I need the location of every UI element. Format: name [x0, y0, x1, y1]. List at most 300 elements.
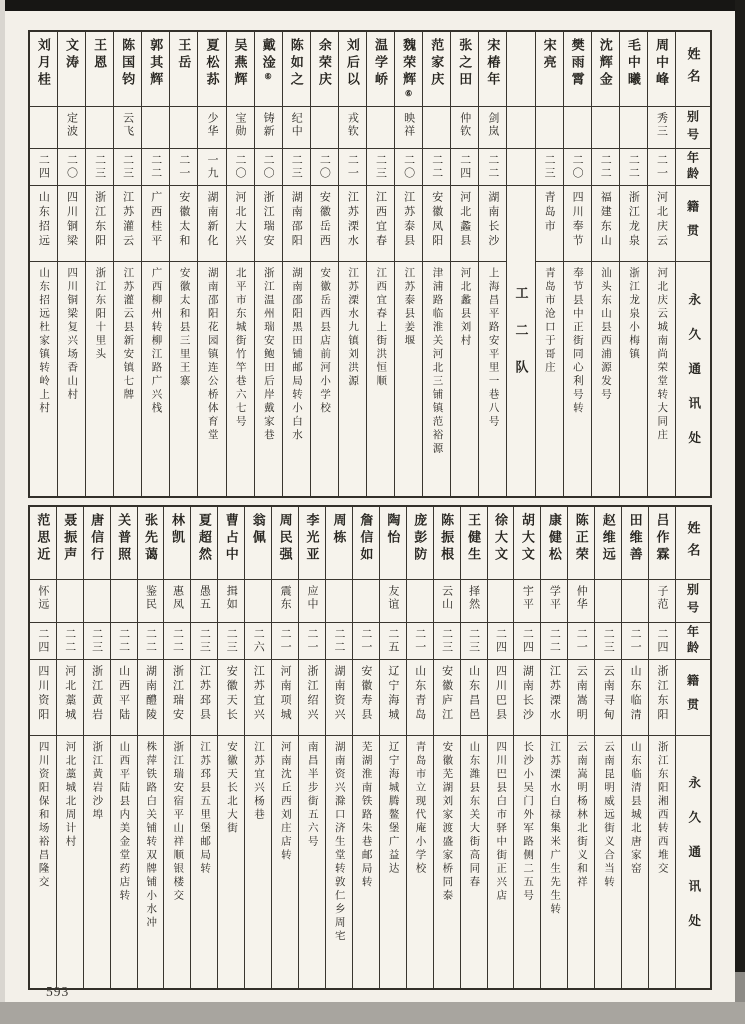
person-origin-cell: [488, 659, 514, 735]
person-address: 芜湖淮南铁路朱巷邮局转: [360, 741, 372, 890]
person-alias: 仲华: [575, 585, 588, 611]
person-age-cell: [255, 148, 282, 185]
person-address: 安徽岳西县店前河小学校: [319, 267, 331, 416]
person-name-cell: [514, 507, 540, 579]
section-column: [506, 32, 534, 496]
person-name: 庞彭防: [412, 513, 428, 564]
person-column: [226, 32, 254, 496]
person-column: [460, 507, 487, 988]
person-name-cell: [86, 32, 113, 106]
person-name: 文涛: [63, 38, 79, 72]
person-address-cell: [30, 261, 57, 496]
person-address: 山东招远杜家镇转岭上村: [38, 267, 50, 416]
person-address-cell: [57, 735, 83, 988]
person-address: 云南昆明威远街义合当转: [602, 741, 614, 890]
person-origin: 广西桂平: [149, 191, 162, 249]
person-origin-cell: [339, 185, 366, 261]
person-address-cell: [407, 735, 433, 988]
person-address: 河北蠡县刘村: [459, 267, 471, 348]
person-name: 毛中曦: [625, 38, 641, 89]
person-age: 二六: [252, 628, 265, 654]
person-origin-cell: [30, 659, 56, 735]
section-label-cell: [507, 185, 534, 496]
person-alias: 映祥: [402, 112, 415, 138]
person-column: [394, 32, 422, 496]
person-name-cell: [198, 32, 225, 106]
person-address-cell: [423, 261, 450, 496]
person-column: [137, 507, 164, 988]
person-alias-cell: [568, 579, 594, 622]
person-origin-cell: [423, 185, 450, 261]
person-origin-cell: [30, 185, 57, 261]
person-age: 二二: [627, 154, 640, 180]
person-address: 安徽太和县三里王寨: [178, 267, 190, 389]
person-name-cell: [622, 507, 648, 579]
person-column: [647, 32, 675, 496]
person-address: 上海昌平路安平里一巷八号: [487, 267, 499, 429]
person-origin-cell: [227, 185, 254, 261]
scan-edge-bottom: [0, 1002, 745, 1024]
person-name-cell: [395, 32, 422, 106]
person-alias-cell: [423, 106, 450, 148]
person-age-cell: [536, 148, 563, 185]
person-alias-cell: [395, 106, 422, 148]
directory-table-top: [28, 30, 712, 498]
person-origin-cell: [622, 659, 648, 735]
person-origin-cell: [395, 185, 422, 261]
person-name: 张之田: [457, 38, 473, 89]
person-age-cell: [380, 622, 406, 659]
person-origin: 四川巴县: [494, 665, 507, 723]
person-age: 二一: [306, 628, 319, 654]
person-address-cell: [649, 735, 675, 988]
person-name: 周民强: [277, 513, 293, 564]
person-address: 奉节县中正街同心利号转: [571, 267, 583, 416]
person-age-cell: [142, 148, 169, 185]
person-origin: 江苏溧水: [346, 191, 359, 249]
person-age: 二二: [144, 628, 157, 654]
person-alias: 戎钦: [346, 112, 359, 138]
person-origin-cell: [84, 659, 110, 735]
person-alias-cell: [218, 579, 244, 622]
person-name: 周栋: [331, 513, 347, 547]
scan-edge-left: [0, 0, 5, 1024]
person-address-cell: [648, 261, 675, 496]
person-origin-cell: [367, 185, 394, 261]
person-age-cell: [191, 622, 217, 659]
person-column: [540, 507, 567, 988]
person-address: 长沙小吴门外军路侧二五号: [522, 741, 534, 903]
person-origin-cell: [57, 659, 83, 735]
person-age: 二四: [458, 154, 471, 180]
person-address-cell: [164, 735, 190, 988]
person-name-cell: [164, 507, 190, 579]
header-origin-cell: [676, 659, 710, 735]
person-column: [379, 507, 406, 988]
person-alias: 纪中: [290, 112, 303, 138]
person-origin: 青岛市: [543, 191, 556, 235]
person-alias: 择然: [467, 585, 480, 611]
person-column: [244, 507, 271, 988]
person-name: 赵维远: [600, 513, 616, 564]
person-alias: 剑岚: [486, 112, 499, 138]
person-address: 河北藁城北周计村: [64, 741, 76, 849]
header-column: [675, 507, 710, 988]
person-age: 二三: [225, 628, 238, 654]
person-age-cell: [479, 148, 506, 185]
person-column: [57, 32, 85, 496]
person-age: 二〇: [234, 154, 247, 180]
person-name: 沈辉金: [597, 38, 613, 89]
person-alias: 惠凤: [171, 585, 184, 611]
person-age-cell: [170, 148, 197, 185]
person-origin-cell: [245, 659, 271, 735]
person-alias-cell: [255, 106, 282, 148]
person-age-cell: [488, 622, 514, 659]
person-alias-cell: [198, 106, 225, 148]
person-name-cell: [114, 32, 141, 106]
person-alias: 仲钦: [458, 112, 471, 138]
person-alias-cell: [138, 579, 164, 622]
header-origin-label: 籍贯: [685, 199, 700, 248]
person-name: 胡大文: [519, 513, 535, 564]
person-name-cell: [451, 32, 478, 106]
person-age-cell: [326, 622, 352, 659]
person-alias-cell: [57, 579, 83, 622]
person-column: [56, 507, 83, 988]
person-name-cell: [299, 507, 325, 579]
person-column: [85, 32, 113, 496]
person-name: 刘后以: [344, 38, 360, 89]
person-column: [197, 32, 225, 496]
person-name: 王岳: [176, 38, 192, 72]
person-alias: 子范: [656, 585, 669, 611]
person-origin-cell: [191, 659, 217, 735]
header-name-cell: [676, 507, 710, 579]
person-column: [352, 507, 379, 988]
person-origin: 江苏泰县: [402, 191, 415, 249]
person-address-cell: [30, 735, 56, 988]
person-address-cell: [191, 735, 217, 988]
person-address-cell: [299, 735, 325, 988]
person-age: 二二: [332, 628, 345, 654]
person-address: 安徽芜湖刘家渡盛家桥同泰: [441, 741, 453, 903]
person-address: 江苏宜兴杨巷: [252, 741, 264, 822]
person-address: 江苏溧水九镇刘洪源: [347, 267, 359, 389]
person-name: 刘月桂: [35, 38, 51, 89]
person-origin-cell: [138, 659, 164, 735]
person-age-cell: [30, 622, 56, 659]
person-address-cell: [592, 261, 619, 496]
person-name-cell: [255, 32, 282, 106]
person-origin: 江苏灌云: [121, 191, 134, 249]
person-column: [513, 507, 540, 988]
section-label: 工二队: [513, 285, 529, 397]
person-origin-cell: [111, 659, 137, 735]
person-column: [366, 32, 394, 496]
person-age-cell: [541, 622, 567, 659]
person-alias-cell: [649, 579, 675, 622]
person-origin: 湖南新化: [205, 191, 218, 249]
person-alias: 云山: [440, 585, 453, 611]
person-age: 二三: [93, 154, 106, 180]
person-column: [591, 32, 619, 496]
person-age: 二一: [655, 154, 668, 180]
person-age: 二一: [413, 628, 426, 654]
person-origin-cell: [198, 185, 225, 261]
person-address-cell: [380, 735, 406, 988]
person-age: 二一: [629, 628, 642, 654]
person-address: 北平市东城街竹竿巷六七号: [234, 267, 246, 429]
person-address-cell: [198, 261, 225, 496]
person-origin: 湖南资兴: [332, 665, 345, 723]
person-address-cell: [58, 261, 85, 496]
person-age: 二〇: [402, 154, 415, 180]
person-origin: 安徽寿县: [359, 665, 372, 723]
person-name-cell: [30, 32, 57, 106]
person-origin: 江苏宜兴: [252, 665, 265, 723]
person-alias-cell: [434, 579, 460, 622]
person-alias-cell: [595, 579, 621, 622]
person-alias-cell: [191, 579, 217, 622]
person-age-cell: [339, 148, 366, 185]
header-address-cell: [676, 261, 710, 496]
person-age-cell: [353, 622, 379, 659]
person-alias-cell: [272, 579, 298, 622]
person-name-cell: [649, 507, 675, 579]
person-alias-cell: [479, 106, 506, 148]
person-origin-cell: [326, 659, 352, 735]
header-column: [675, 32, 710, 496]
person-column: [619, 32, 647, 496]
person-origin: 河南项城: [279, 665, 292, 723]
person-address-cell: [111, 735, 137, 988]
person-address-cell: [595, 735, 621, 988]
person-age: 二三: [543, 154, 556, 180]
person-name: 余荣庆: [316, 38, 332, 89]
person-address-cell: [434, 735, 460, 988]
person-alias: 云飞: [121, 112, 134, 138]
person-age-cell: [620, 148, 647, 185]
person-age-cell: [164, 622, 190, 659]
person-age-cell: [395, 148, 422, 185]
person-origin: 山东昌邑: [467, 665, 480, 723]
person-origin-cell: [564, 185, 591, 261]
person-name: 王恩: [92, 38, 108, 72]
person-name-cell: [170, 32, 197, 106]
person-column: [110, 507, 137, 988]
person-address: 广西柳州转柳江路广兴栈: [150, 267, 162, 416]
person-name: 康健松: [546, 513, 562, 564]
person-age: 二二: [171, 628, 184, 654]
person-name: 夏超然: [196, 513, 212, 564]
person-origin-cell: [142, 185, 169, 261]
person-name-cell: [311, 32, 338, 106]
person-age: 二二: [548, 628, 561, 654]
person-address: 江苏溧水白禄集米广生先生转: [549, 741, 561, 917]
person-name: 唐信行: [89, 513, 105, 564]
person-name-cell: [227, 32, 254, 106]
person-age: 二二: [117, 628, 130, 654]
person-origin: 四川奉节: [571, 191, 584, 249]
person-age-cell: [111, 622, 137, 659]
person-alias: 鉴民: [144, 585, 157, 611]
person-origin-cell: [514, 659, 540, 735]
person-note-mark: ⑥: [263, 72, 273, 81]
person-name-cell: [138, 507, 164, 579]
person-alias-cell: [367, 106, 394, 148]
person-name: 关普照: [116, 513, 132, 564]
person-alias-cell: [245, 579, 271, 622]
person-column: [282, 32, 310, 496]
person-alias-cell: [407, 579, 433, 622]
person-name: 陈国钧: [120, 38, 136, 89]
person-address: 四川铜梁复兴场香山村: [66, 267, 78, 402]
person-origin-cell: [595, 659, 621, 735]
person-name: 李光亚: [304, 513, 320, 564]
person-origin: 浙江东阳: [93, 191, 106, 249]
person-age: 二三: [198, 628, 211, 654]
person-address: 江西宜春上街洪恒顺: [375, 267, 387, 389]
person-name: 戴淦⑥: [260, 38, 276, 81]
header-age-cell: [676, 148, 710, 185]
person-age: 二一: [177, 154, 190, 180]
person-address-cell: [479, 261, 506, 496]
person-origin-cell: [536, 185, 563, 261]
person-alias-cell: [536, 106, 563, 148]
header-name-label: 姓名: [685, 521, 701, 565]
person-address-cell: [620, 261, 647, 496]
person-origin-cell: [353, 659, 379, 735]
person-alias-cell: [111, 579, 137, 622]
person-age-cell: [283, 148, 310, 185]
person-name: 宋亮: [541, 38, 557, 72]
person-alias-cell: [564, 106, 591, 148]
person-alias-cell: [227, 106, 254, 148]
empty-name-cell: [507, 32, 534, 106]
person-name-cell: [648, 32, 675, 106]
person-origin-cell: [620, 185, 647, 261]
person-name: 陈正荣: [573, 513, 589, 564]
person-origin: 河北大兴: [234, 191, 247, 249]
person-origin-cell: [434, 659, 460, 735]
person-name: 张先蔼: [143, 513, 159, 564]
person-name-cell: [353, 507, 379, 579]
person-origin: 四川资阳: [36, 665, 49, 723]
person-age: 二三: [602, 628, 615, 654]
person-alias-cell: [488, 579, 514, 622]
page-number: 593: [46, 984, 70, 999]
person-age-cell: [595, 622, 621, 659]
person-alias: 震东: [279, 585, 292, 611]
person-alias: 少华: [205, 112, 218, 138]
person-age-cell: [58, 148, 85, 185]
person-alias-cell: [353, 579, 379, 622]
person-name-cell: [218, 507, 244, 579]
person-column: [310, 32, 338, 496]
person-address: 四川巴县白市驿中街正兴店: [495, 741, 507, 903]
person-address-cell: [488, 735, 514, 988]
person-name-cell: [568, 507, 594, 579]
person-origin: 湖南长沙: [486, 191, 499, 249]
person-age: 二三: [290, 154, 303, 180]
person-origin: 安徽凤阳: [430, 191, 443, 249]
person-address: 浙江瑞安宿平山祥顺银楼交: [172, 741, 184, 903]
person-age: 二〇: [571, 154, 584, 180]
person-origin-cell: [461, 659, 487, 735]
person-column: [271, 507, 298, 988]
person-name: 王健生: [466, 513, 482, 564]
person-origin-cell: [283, 185, 310, 261]
person-alias: 学平: [548, 585, 561, 611]
person-column: [83, 507, 110, 988]
person-alias: 愚五: [198, 585, 211, 611]
person-name-cell: [461, 507, 487, 579]
person-column: [141, 32, 169, 496]
person-origin-cell: [299, 659, 325, 735]
person-origin: 福建东山: [599, 191, 612, 249]
person-address-cell: [245, 735, 271, 988]
person-origin-cell: [648, 185, 675, 261]
person-alias-cell: [58, 106, 85, 148]
person-age-cell: [114, 148, 141, 185]
person-address: 河南沈丘西刘庄店转: [279, 741, 291, 863]
person-address: 山西平陆县内美金堂药店转: [118, 741, 130, 903]
person-address: 株萍铁路白关铺转双牌铺小水冲: [145, 741, 157, 930]
person-address: 安徽天长北大街: [226, 741, 238, 836]
person-age: 二四: [521, 628, 534, 654]
person-address: 四川资阳保和场裕昌隆交: [37, 741, 49, 890]
person-address: 津浦路临淮关河北三铺镇范裕源: [431, 267, 443, 456]
person-age: 二三: [90, 628, 103, 654]
person-name: 聂振声: [62, 513, 78, 564]
person-origin: 安徽庐江: [440, 665, 453, 723]
person-name-cell: [423, 32, 450, 106]
person-origin: 四川铜梁: [65, 191, 78, 249]
person-origin-cell: [255, 185, 282, 261]
person-alias: 揖如: [225, 585, 238, 611]
person-address-cell: [255, 261, 282, 496]
person-name: 范思近: [35, 513, 51, 564]
person-age: 二一: [279, 628, 292, 654]
scan-edge-top: [0, 0, 745, 11]
person-origin: 辽宁海城: [386, 665, 399, 723]
person-origin: 江西宜春: [374, 191, 387, 249]
person-age-cell: [648, 148, 675, 185]
header-name-cell: [676, 32, 710, 106]
person-address-cell: [170, 261, 197, 496]
header-alias-cell: [676, 106, 710, 148]
person-origin-cell: [451, 185, 478, 261]
person-column: [567, 507, 594, 988]
person-address-cell: [339, 261, 366, 496]
header-age-label: 年龄: [685, 151, 700, 183]
person-origin: 云南嵩明: [575, 665, 588, 723]
person-age-cell: [451, 148, 478, 185]
person-name-cell: [339, 32, 366, 106]
person-origin: 河北蠡县: [458, 191, 471, 249]
person-alias: 应中: [306, 585, 319, 611]
person-address: 江苏泰县姜堰: [403, 267, 415, 348]
person-name-cell: [84, 507, 110, 579]
person-address-cell: [326, 735, 352, 988]
person-origin-cell: [541, 659, 567, 735]
person-column: [163, 507, 190, 988]
person-address: 南昌半步街五六号: [306, 741, 318, 849]
header-alias-label: 别号: [685, 109, 700, 146]
person-alias-cell: [86, 106, 113, 148]
person-alias-cell: [451, 106, 478, 148]
